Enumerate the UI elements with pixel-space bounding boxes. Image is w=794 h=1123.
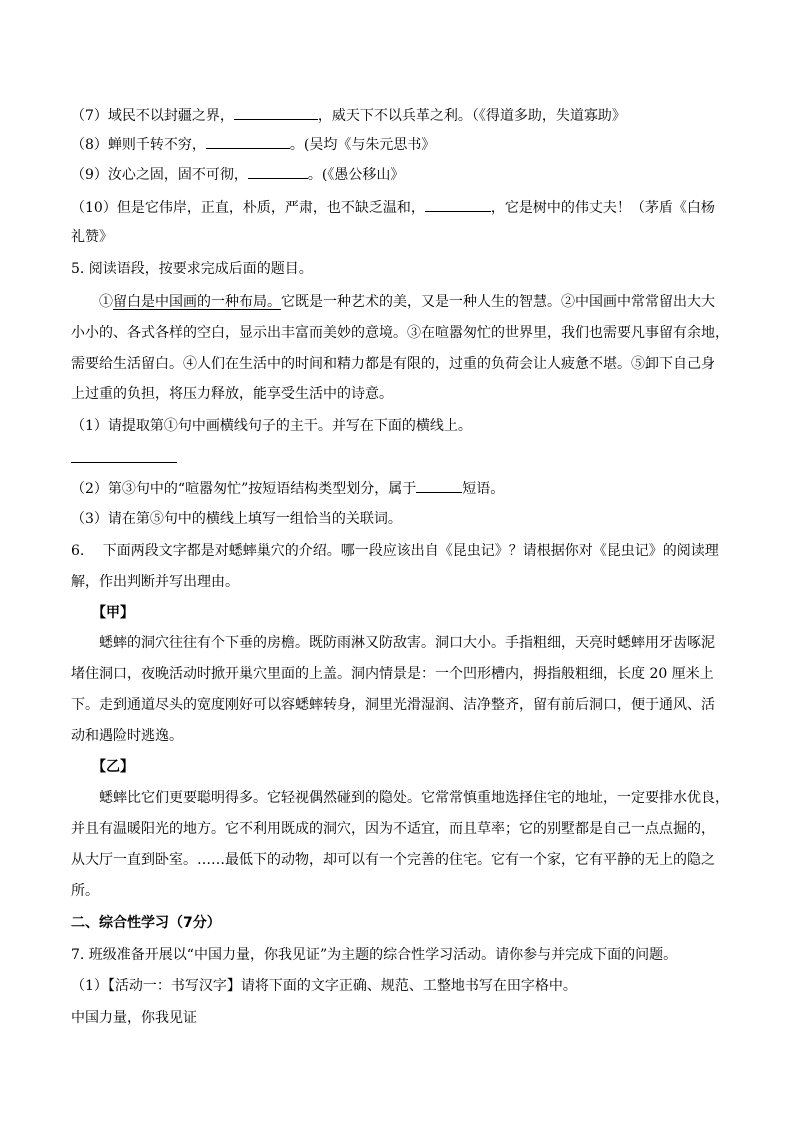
copy-text: 中国力量，你我见证 xyxy=(71,1010,197,1026)
question-6-line-2: 解，作出判断并写出理由。 xyxy=(71,574,239,590)
jia-line-4: 动和遇险时逃逸。 xyxy=(71,728,183,744)
answer-blank[interactable] xyxy=(234,105,318,120)
section-heading: 二、综合性学习（7分） xyxy=(71,915,221,931)
question-9-line: （9）汝心之固，固不可彻， 。(《愚公移山》 xyxy=(71,164,731,185)
jia-line-3: 下。走到通道尽头的宽度刚好可以容蟋蟀转身，洞里光滑湿润、洁净整齐，留有前后洞口，便于通风、活 xyxy=(71,697,715,713)
q5-passage-line-4: 上过重的负担，将压力释放，能享受生活中的诗意。 xyxy=(71,386,393,402)
q5-sub-question-2: （2）第③句中的“喧嚣匆忙”按短语结构类型划分，属于 短语。 xyxy=(71,478,731,499)
passage-yi-label: 【乙】 xyxy=(92,759,134,775)
answer-blank[interactable] xyxy=(425,197,491,212)
question-10-line-cont: 礼赞》 xyxy=(71,229,113,245)
q5-passage-line-1: ①留白是中国画的一种布局。它既是一种艺术的美，又是一种人生的智慧。②中国画中常常留出大大 xyxy=(99,294,715,310)
question-7-intro: 7. 班级准备开展以“中国力量，你我见证”为主题的综合性学习活动。请你参与并完成下面的问题。 xyxy=(71,947,678,963)
yi-line-4: 所。 xyxy=(71,883,99,899)
q5-passage-line-2: 小小的、各式各样的空白，显示出丰富而美妙的意境。③在喧嚣匆忙的世界里，我们也需要凡事留有余地， xyxy=(71,325,729,341)
jia-line-1: 蟋蟀的洞穴往往有个下垂的房檐。既防雨淋又防敌害。洞口大小。手指粗细，天亮时蟋蟀用牙齿啄泥 xyxy=(99,635,715,651)
answer-line[interactable] xyxy=(71,462,177,463)
answer-blank[interactable] xyxy=(416,478,462,493)
question-10-line: （10）但是它伟岸，正直，朴质，严肃，也不缺乏温和， ，它是树中的伟丈夫！（茅盾《白杨 xyxy=(71,197,731,218)
question-7-line: （7）域民不以封疆之界， ，威天下不以兵革之利。（《得道多助，失道寡助》 xyxy=(71,105,731,126)
yi-line-3: 从大厅一直到卧室。……最低下的动物，却可以有一个完善的住宅。它有一个家，它有平静的无上的隐之 xyxy=(71,852,715,868)
yi-line-2: 并且有温暖阳光的地方。它不利用既成的洞穴，因为不适宜，而且草率；它的别墅都是自己一点点掘的， xyxy=(71,821,715,837)
answer-blank[interactable] xyxy=(248,164,308,179)
passage-jia-label: 【甲】 xyxy=(92,605,134,621)
q5-passage-line-3: 需要给生活留白。④人们在生活中的时间和精力都是有限的，过重的负荷会让人疲惫不堪。⑤卸下自己身 xyxy=(71,356,715,372)
yi-line-1: 蟋蟀比它们更要聪明得多。它轻视偶然碰到的隐处。它常常慎重地选择住宅的地址，一定要排水优良， xyxy=(99,790,729,806)
question-5-title: 5. 阅读语段，按要求完成后面的题目。 xyxy=(71,261,313,277)
question-8-line: （8）蝉则千转不穷， 。(吴均《与朱元思书》 xyxy=(71,134,731,155)
underlined-sentence: 留白是中国画的一种布局。 xyxy=(113,294,281,310)
q5-sub-question-1: （1）请提取第①句中画横线句子的主干。并写在下面的横线上。 xyxy=(71,418,472,434)
answer-blank[interactable] xyxy=(206,134,290,149)
activity-1-instruction: （1）【活动一：书写汉字】请将下面的文字正确、规范、工整地书写在田字格中。 xyxy=(71,978,577,994)
question-6-line-1: 6. 下面两段文字都是对蟋蟀巢穴的介绍。哪一段应该出自《昆虫记》？请根据你对《昆虫记》的阅读理 xyxy=(71,543,719,559)
q5-sub-question-3: （3）请在第⑤句中的横线上填写一组恰当的关联词。 xyxy=(71,511,402,527)
jia-line-2: 堵住洞口，夜晚活动时掀开巢穴里面的上盖。洞内情景是：一个凹形槽内，拇指般粗细，长度 20 厘米上 xyxy=(71,666,714,682)
